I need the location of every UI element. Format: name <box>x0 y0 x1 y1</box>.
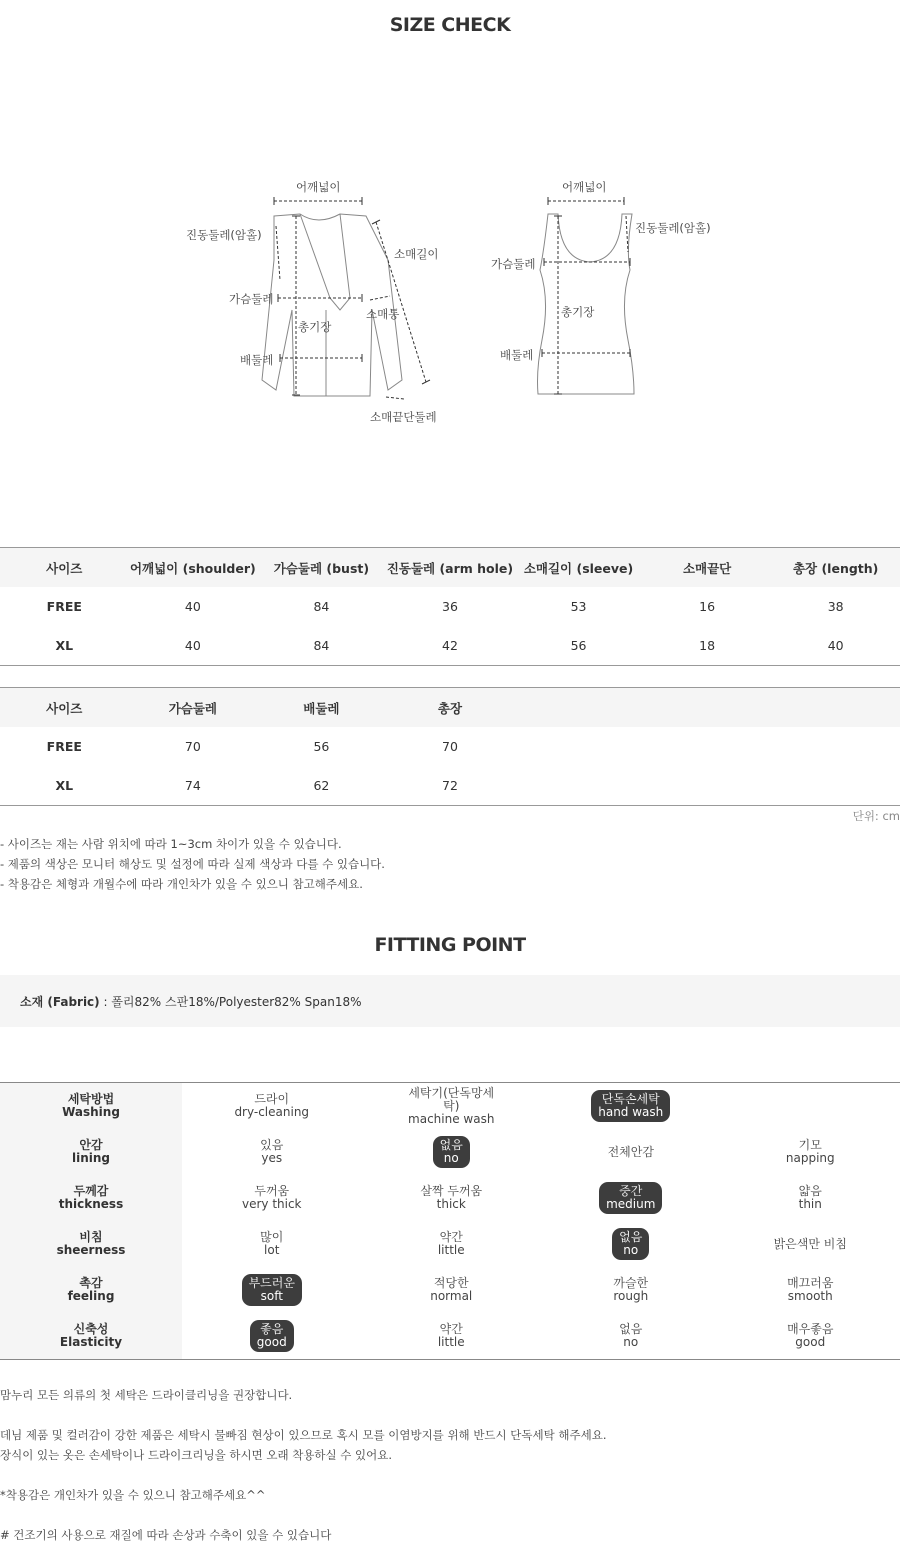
fitting-row-header <box>0 1129 182 1175</box>
option-ko: 얇음 <box>798 1184 822 1198</box>
option-text <box>260 1231 283 1257</box>
size-note: - 착용감은 체형과 개월수에 따라 개인차가 있을 수 있으니 참고해주세요. <box>0 877 363 891</box>
option-en: good <box>256 1335 287 1349</box>
option-ko: 기모 <box>798 1138 822 1152</box>
option-text <box>234 1093 309 1119</box>
size-check-title: SIZE CHECK <box>389 14 511 36</box>
option-text <box>799 1185 822 1211</box>
cardigan-sleeve-width-label: 소매통 <box>366 307 400 321</box>
fitting-option <box>362 1175 542 1221</box>
option-ko: 두꺼움 <box>254 1184 290 1198</box>
option-ko: 드라이 <box>254 1092 290 1106</box>
fitting-table <box>0 1082 900 1360</box>
cardigan-waist-label: 배둘레 <box>240 353 274 367</box>
fitting-header-en: Washing <box>62 1105 120 1119</box>
fitting-option <box>541 1267 721 1313</box>
table-row: FREE 40 84 36 53 16 38 <box>46 599 844 614</box>
option-en: medium <box>606 1197 656 1211</box>
care-note: *착용감은 개인차가 있을 수 있으니 참고해주세요^^ <box>0 1488 266 1502</box>
fitting-option <box>182 1083 362 1130</box>
option-text <box>438 1231 465 1257</box>
option-ko: 단독손세탁 <box>601 1092 660 1106</box>
fitting-option <box>362 1267 542 1313</box>
option-ko: 적당한 <box>433 1276 469 1290</box>
option-ko: 부드러운 <box>248 1276 295 1290</box>
fitting-option <box>362 1083 542 1130</box>
fitting-row <box>0 1129 900 1175</box>
option-en: no <box>623 1243 639 1257</box>
option-text <box>786 1139 835 1165</box>
fitting-row <box>0 1267 900 1313</box>
table-row: FREE 70 56 70 <box>46 739 458 754</box>
table-header: 진동둘레 (arm hole) <box>386 548 515 588</box>
option-text <box>401 1087 501 1126</box>
cardigan-cuff-label: 소매끝단둘레 <box>370 410 437 424</box>
option-en: napping <box>785 1151 835 1165</box>
fitting-option <box>541 1221 721 1267</box>
option-en: smooth <box>787 1289 833 1303</box>
cardigan-sleeve-length-label: 소매길이 <box>394 247 439 261</box>
option-ko: 있음 <box>260 1138 284 1152</box>
option-en: dry-cleaning <box>234 1105 310 1119</box>
option-en: thin <box>798 1197 822 1211</box>
tank-armhole-label: 진동둘레(암홀) <box>635 221 711 235</box>
fitting-option <box>182 1129 362 1175</box>
care-note: 장식이 있는 옷은 손세탁이나 드라이크리닝을 하시면 오래 착용하실 수 있어요. <box>0 1448 393 1462</box>
tank-diagram <box>530 190 650 400</box>
option-ko: 중간 <box>619 1184 643 1198</box>
fitting-option <box>182 1267 362 1313</box>
care-note: 맘누리 모든 의류의 첫 세탁은 드라이클리닝을 권장합니다. <box>0 1388 293 1402</box>
fitting-option <box>721 1313 900 1360</box>
option-text <box>242 1185 302 1211</box>
care-note: 데님 제품 및 컬러감이 강한 제품은 세탁시 물빠짐 현상이 있으므로 혹시 모를 이염방지를 위해 반드시 단독세탁 해주세요. <box>0 1428 607 1442</box>
option-ko: 좋음 <box>260 1322 284 1336</box>
option-en: little <box>437 1335 465 1349</box>
option-ko: 살짝 두꺼움 <box>420 1184 483 1198</box>
fitting-option <box>721 1221 900 1267</box>
table-row: XL 74 62 72 <box>0 766 900 806</box>
fitting-header-en: sheerness <box>56 1243 126 1257</box>
fitting-option <box>721 1267 900 1313</box>
fitting-option <box>541 1313 721 1360</box>
option-ko: 전체안감 <box>607 1144 654 1159</box>
selected-option-badge <box>433 1136 470 1168</box>
option-ko: 약간 <box>439 1230 463 1244</box>
table-row: XL 40 84 42 56 18 40 <box>0 626 900 666</box>
table-header: 소매끝단 <box>643 548 772 588</box>
table-header: 어깨넓이 (shoulder) <box>129 548 258 588</box>
fitting-option <box>182 1221 362 1267</box>
option-text <box>787 1323 833 1349</box>
size-table-cardigan <box>0 547 900 666</box>
option-text <box>619 1323 642 1349</box>
option-ko: 없음 <box>619 1322 643 1336</box>
fitting-option <box>362 1129 542 1175</box>
option-ko: 매끄러움 <box>787 1276 834 1290</box>
selected-option-badge <box>612 1228 649 1260</box>
option-en: normal <box>430 1289 473 1303</box>
option-en: yes <box>261 1151 283 1165</box>
table-header: 가슴둘레 (bust) <box>257 548 386 588</box>
fitting-header-ko: 촉감 <box>79 1276 103 1290</box>
fitting-row-header <box>0 1083 182 1130</box>
fitting-header-ko: 두께감 <box>73 1184 109 1198</box>
fabric-label: 소재 (Fabric) <box>20 995 100 1009</box>
fitting-header-ko: 비침 <box>79 1230 103 1244</box>
fitting-row <box>0 1083 900 1130</box>
table-header: 배둘레 <box>257 688 386 728</box>
fitting-header-ko: 세탁방법 <box>67 1092 115 1106</box>
selected-option-badge <box>591 1090 670 1122</box>
option-en: no <box>443 1151 459 1165</box>
fitting-option <box>541 1129 721 1175</box>
selected-option-badge <box>242 1274 302 1306</box>
cardigan-shoulder-label: 어깨넓이 <box>296 180 341 194</box>
selected-option-badge <box>250 1320 294 1352</box>
selected-option-badge <box>599 1182 662 1214</box>
fitting-header-ko: 안감 <box>79 1138 103 1152</box>
option-text <box>430 1277 472 1303</box>
fitting-point-title: FITTING POINT <box>374 934 526 956</box>
size-note: - 사이즈는 재는 사람 위치에 따라 1~3cm 차이가 있을 수 있습니다. <box>0 837 342 851</box>
option-text <box>420 1185 482 1211</box>
care-note: # 건조기의 사용으로 재질에 따라 손상과 수축이 있을 수 있습니다 <box>0 1528 332 1542</box>
option-ko: 없음 <box>619 1230 643 1244</box>
size-note: - 제품의 색상은 모니터 해상도 및 설정에 따라 실제 색상과 다를 수 있습니다. <box>0 857 385 871</box>
option-ko: 세탁기(단독망세탁) <box>408 1085 495 1113</box>
fitting-row <box>0 1313 900 1360</box>
option-ko: 매우좋음 <box>787 1322 834 1336</box>
table-header: 총장 (length) <box>771 548 900 588</box>
option-text <box>787 1277 833 1303</box>
option-en: little <box>437 1243 465 1257</box>
fitting-row <box>0 1175 900 1221</box>
fitting-row-header <box>0 1175 182 1221</box>
fitting-option <box>182 1175 362 1221</box>
fabric-value: : 폴리82% 스판18%/Polyester82% Span18% <box>99 995 362 1009</box>
option-ko: 없음 <box>439 1138 463 1152</box>
fitting-option <box>721 1083 900 1130</box>
option-text <box>438 1323 465 1349</box>
option-text <box>613 1277 648 1303</box>
fitting-row <box>0 1221 900 1267</box>
option-en: hand wash <box>598 1105 664 1119</box>
option-en: machine wash <box>408 1111 495 1126</box>
option-en: no <box>623 1335 639 1349</box>
option-en: soft <box>260 1289 283 1303</box>
fitting-header-en: Elasticity <box>59 1335 123 1349</box>
fitting-header-ko: 신축성 <box>73 1322 109 1336</box>
fitting-row-header <box>0 1267 182 1313</box>
cardigan-armhole-label: 진동둘레(암홀) <box>186 228 262 242</box>
tank-shoulder-label: 어깨넓이 <box>562 180 607 194</box>
tank-bust-label: 가슴둘레 <box>491 257 536 271</box>
fabric-info <box>0 975 900 1027</box>
cardigan-bust-label: 가슴둘레 <box>229 292 274 306</box>
fitting-header-en: feeling <box>67 1289 115 1303</box>
fitting-row-header <box>0 1221 182 1267</box>
option-ko: 까슬한 <box>613 1276 649 1290</box>
option-en: very thick <box>241 1197 302 1211</box>
tank-total-length-label: 총기장 <box>561 305 595 319</box>
fitting-option <box>541 1083 721 1130</box>
option-en: rough <box>613 1289 649 1303</box>
option-ko: 많이 <box>260 1230 284 1244</box>
option-en: lot <box>264 1243 280 1257</box>
table-header: 사이즈 <box>0 688 129 728</box>
cardigan-total-length-label: 총기장 <box>298 320 332 334</box>
fitting-header-en: lining <box>71 1151 110 1165</box>
option-ko: 약간 <box>439 1322 463 1336</box>
fitting-option <box>362 1313 542 1360</box>
option-text <box>260 1139 283 1165</box>
table-header: 가슴둘레 <box>129 688 258 728</box>
fitting-option <box>182 1313 362 1360</box>
option-ko: 밝은색만 비침 <box>773 1236 847 1251</box>
tank-waist-label: 배둘레 <box>500 348 534 362</box>
table-header: 소매길이 (sleeve) <box>514 548 643 588</box>
fitting-option <box>362 1221 542 1267</box>
size-table-tank <box>0 687 900 806</box>
fitting-header-en: thickness <box>58 1197 124 1211</box>
option-text <box>774 1238 847 1251</box>
fitting-option <box>541 1175 721 1221</box>
fitting-option <box>721 1129 900 1175</box>
option-en: thick <box>436 1197 466 1211</box>
table-header: 총장 <box>386 688 515 728</box>
fitting-row-header <box>0 1313 182 1360</box>
table-header: 사이즈 <box>0 548 129 588</box>
fitting-option <box>721 1175 900 1221</box>
option-text <box>608 1146 654 1159</box>
option-en: good <box>795 1335 826 1349</box>
unit-label: 단위: cm <box>852 809 900 823</box>
